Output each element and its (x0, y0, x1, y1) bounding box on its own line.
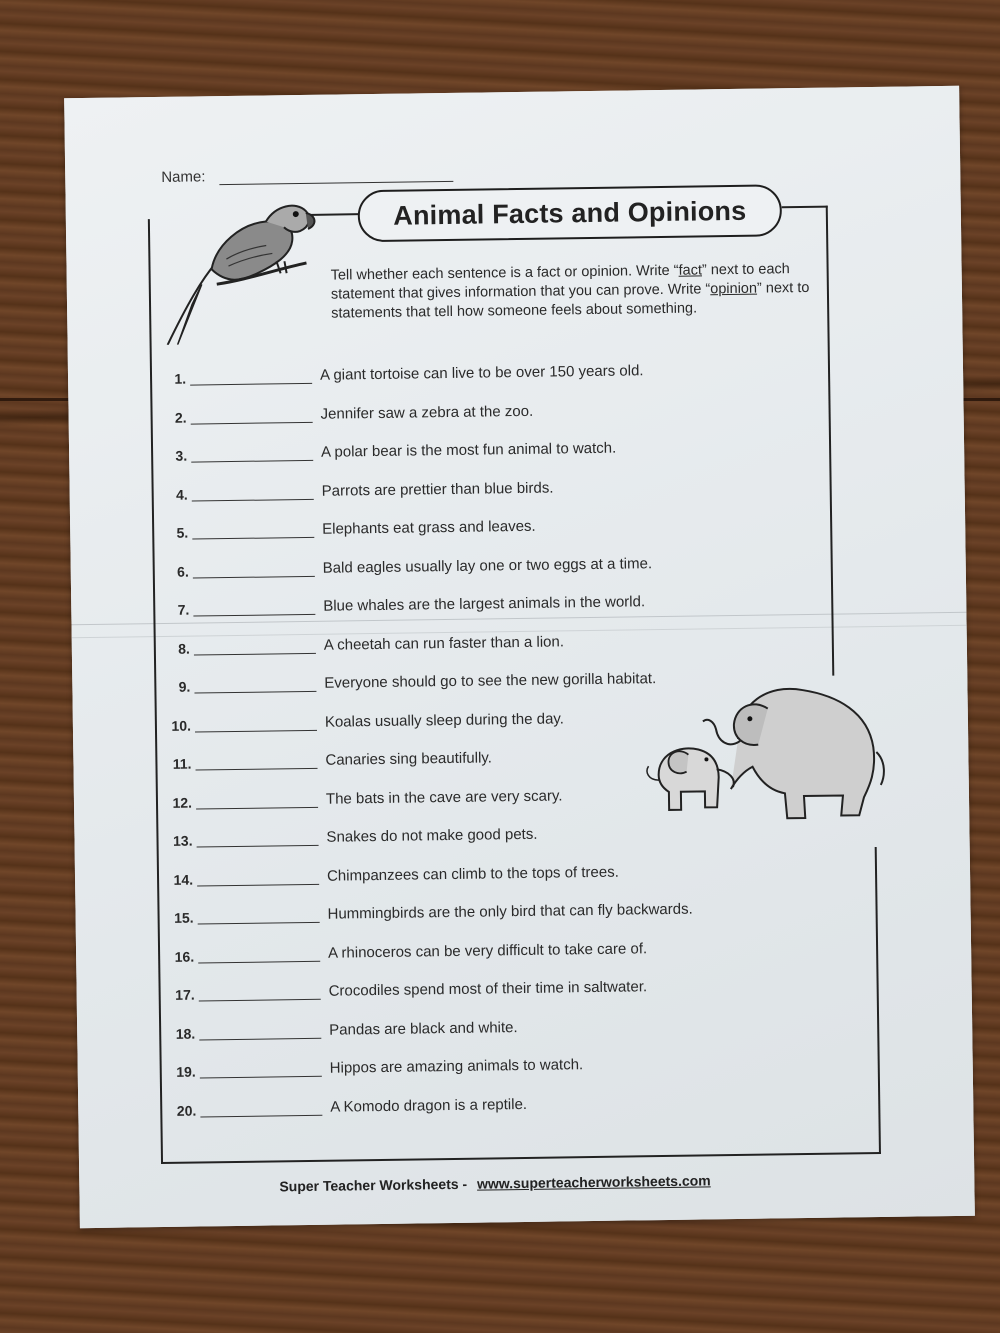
answer-blank[interactable] (198, 960, 320, 963)
footer-brand: Super Teacher Worksheets (279, 1175, 459, 1195)
title-banner (357, 184, 782, 242)
answer-blank[interactable] (193, 575, 315, 578)
question-statement: Hippos are amazing animals to watch. (329, 1056, 584, 1077)
answer-blank[interactable] (194, 652, 316, 655)
answer-blank[interactable] (199, 999, 321, 1002)
footer (279, 1172, 711, 1194)
question-number: 1. (174, 370, 187, 387)
question-number: 14. (173, 871, 194, 888)
question-statement: A Komodo dragon is a reptile. (330, 1095, 528, 1116)
instructions-part2: ” next to each statement that gives information that you can prove. Write “ (330, 261, 790, 303)
instructions-part3: ” next to statements that tell how someone feels about something. (331, 279, 810, 322)
answer-blank[interactable] (192, 537, 314, 540)
name-label: Name: (161, 168, 206, 186)
question-statement: Pandas are black and white. (329, 1018, 518, 1039)
question-number: 10. (171, 717, 192, 734)
question-number: 20. (176, 1102, 197, 1119)
answer-blank[interactable] (199, 1037, 321, 1040)
question-statement: Crocodiles spend most of their time in saltwater. (328, 978, 648, 1000)
frame-border-right-upper (826, 206, 835, 676)
footer-url-link[interactable]: www.superteacherworksheets.com (476, 1172, 711, 1192)
answer-blank[interactable] (191, 460, 313, 463)
worksheet-paper (64, 86, 975, 1228)
answer-blank[interactable] (197, 883, 319, 886)
elephants-illustration (617, 677, 889, 831)
answer-blank[interactable] (197, 845, 319, 848)
question-number: 8. (178, 640, 190, 657)
question-statement: Bald eagles usually lay one or two eggs at a time. (322, 554, 653, 577)
question-number: 7. (177, 601, 190, 618)
question-statement: Koalas usually sleep during the day. (324, 709, 565, 731)
parrot-illustration (155, 183, 327, 345)
frame-border-left (148, 219, 163, 1164)
question-statement: The bats in the cave are very scary. (325, 786, 563, 808)
opinion-keyword: opinion (710, 280, 758, 298)
answer-blank[interactable] (191, 421, 313, 424)
question-number: 9. (178, 678, 191, 695)
question-statement: Everyone should go to see the new gorilla habitat. (324, 670, 657, 692)
question-row (170, 1087, 810, 1134)
question-number: 6. (176, 563, 189, 580)
question-number: 12. (172, 794, 193, 811)
answer-blank[interactable] (195, 729, 317, 732)
question-number: 16. (174, 948, 195, 965)
question-number: 2. (174, 409, 187, 426)
instructions (331, 260, 812, 324)
question-number: 19. (176, 1063, 196, 1080)
question-statement: A cheetah can run faster than a lion. (323, 632, 565, 654)
question-statement: Hummingbirds are the only bird that can fly backwards. (327, 900, 693, 923)
question-statement: Snakes do not make good pets. (326, 825, 538, 846)
answer-blank[interactable] (196, 768, 318, 771)
question-statement: Elephants eat grass and leaves. (322, 517, 536, 538)
question-number: 18. (175, 1025, 196, 1042)
question-number: 3. (175, 447, 188, 464)
question-number: 13. (172, 832, 193, 849)
instructions-part1: Tell whether each sentence is a fact or opinion. Write “ (330, 262, 679, 284)
question-statement: Parrots are prettier than blue birds. (321, 479, 554, 500)
question-number: 4. (175, 486, 188, 503)
answer-blank[interactable] (198, 922, 320, 925)
frame-border-right-lower (875, 847, 881, 1154)
frame-border-bottom (161, 1152, 881, 1164)
question-statement: A giant tortoise can live to be over 150 years old. (319, 362, 644, 384)
question-statement: Canaries sing beautifully. (325, 749, 493, 769)
question-number: 17. (175, 986, 195, 1003)
answer-blank[interactable] (194, 691, 316, 694)
question-number: 5. (176, 524, 189, 541)
question-statement: A rhinoceros can be very difficult to take care of. (327, 939, 648, 962)
question-statement: Jennifer saw a zebra at the zoo. (320, 402, 534, 423)
answer-blank[interactable] (196, 806, 318, 809)
question-number: 11. (172, 755, 192, 772)
question-statement: Chimpanzees can climb to the tops of trees. (326, 863, 619, 885)
footer-separator: - (462, 1175, 468, 1192)
answer-blank[interactable] (200, 1076, 322, 1079)
frame-border-top-right (782, 206, 828, 209)
fact-keyword: fact (678, 262, 703, 279)
answer-blank[interactable] (200, 1114, 322, 1117)
answer-blank[interactable] (192, 498, 314, 501)
question-number: 15. (174, 909, 194, 926)
question-statement: Blue whales are the largest animals in the world. (323, 593, 646, 615)
answer-blank[interactable] (193, 614, 315, 617)
question-statement: A polar bear is the most fun animal to watch. (321, 439, 617, 461)
answer-blank[interactable] (190, 383, 312, 386)
page-title: Animal Facts and Opinions (393, 195, 747, 231)
